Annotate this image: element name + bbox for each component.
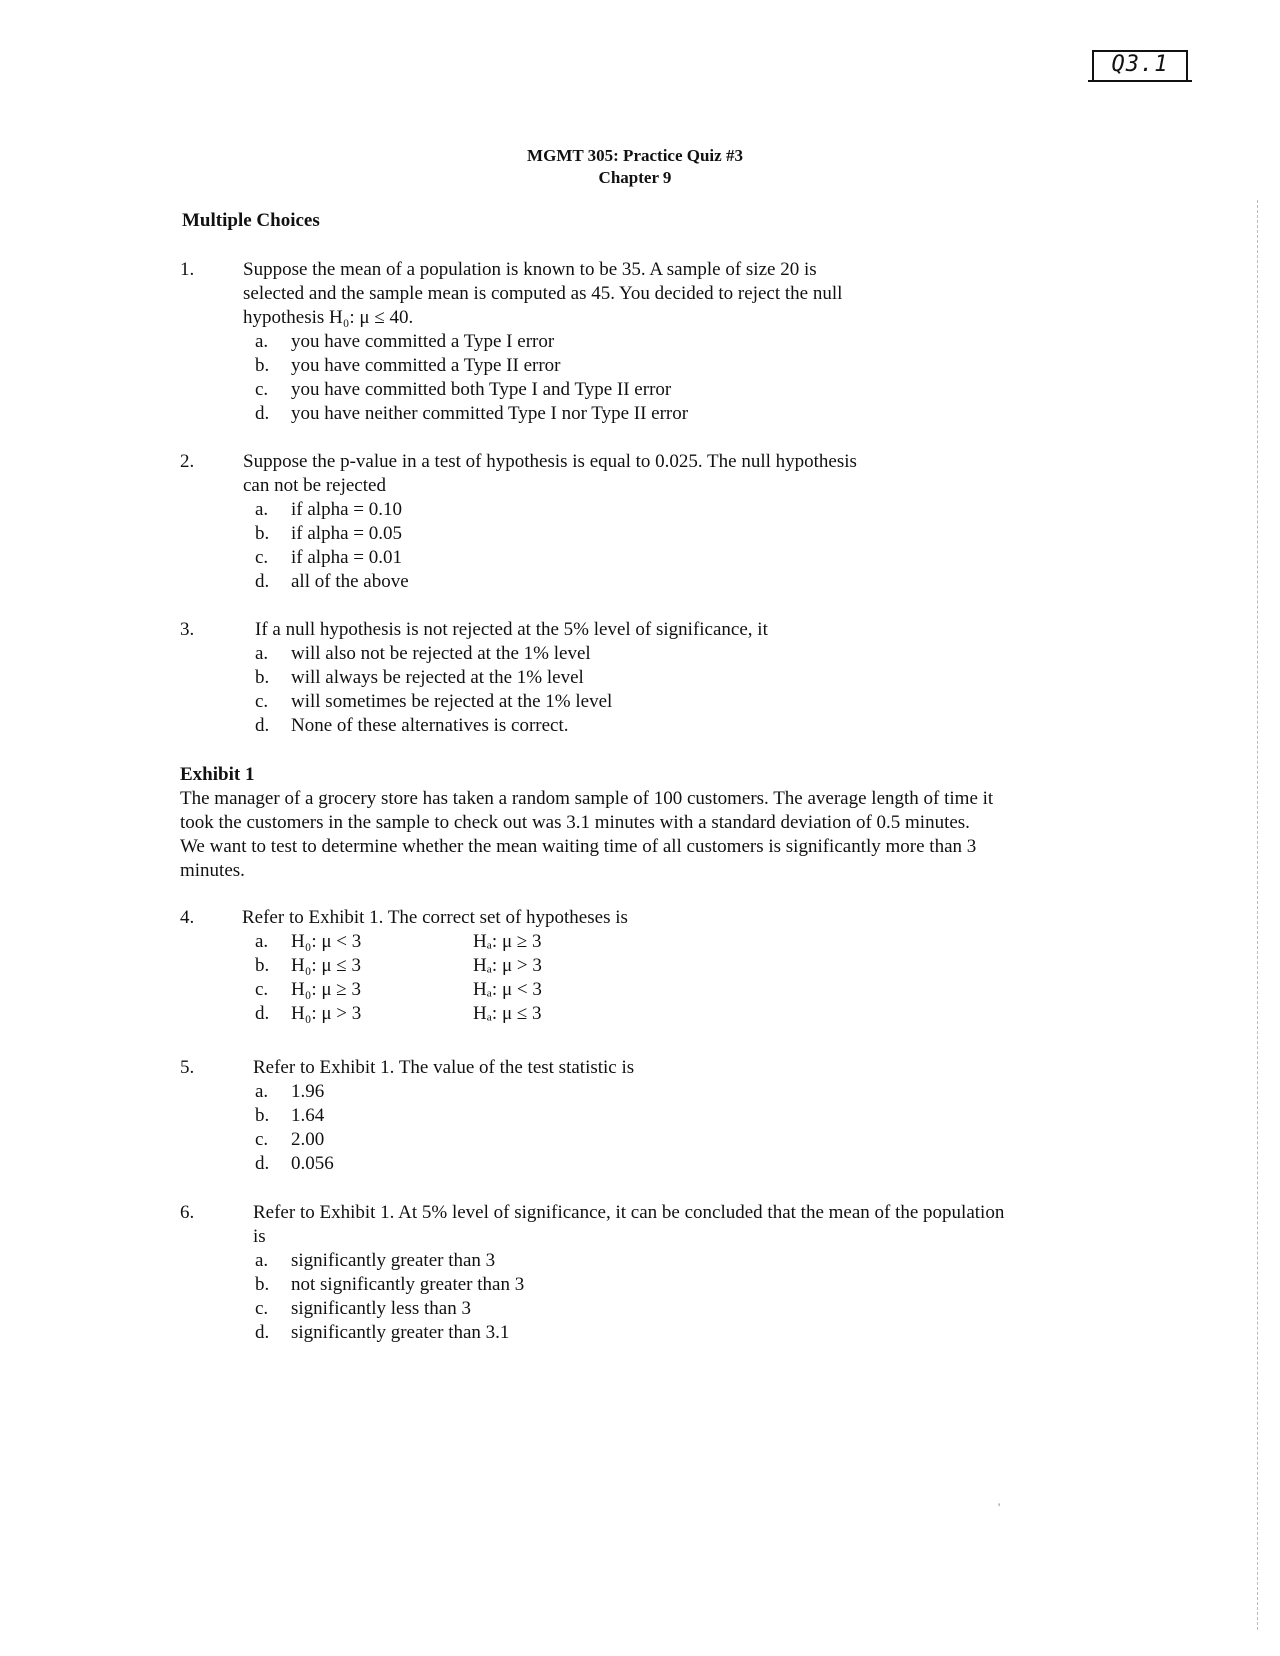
stem-line: Suppose the mean of a population is known to be 35. A sample of size 20 is	[243, 259, 817, 280]
stem-line: selected and the sample mean is computed as 45. You decided to reject the null	[243, 283, 843, 304]
option-text: 1.96	[291, 1081, 325, 1102]
answer-option-b	[255, 1273, 1100, 1297]
option-text: will always be rejected at the 1% level	[291, 667, 584, 688]
answer-option-c	[255, 1297, 1100, 1321]
answer-option-c	[255, 690, 1100, 714]
option-letter: d.	[255, 1153, 270, 1174]
null-hypothesis: H₀: μ < 3	[291, 931, 362, 952]
alternative-hypothesis: Hₐ: μ > 3	[473, 955, 542, 976]
question-stem	[253, 1201, 1100, 1249]
option-letter: d.	[255, 403, 270, 424]
answer-options	[255, 330, 1100, 426]
option-text: None of these alternatives is correct.	[291, 715, 569, 736]
question-stem	[243, 258, 1100, 330]
option-letter: c.	[255, 1129, 269, 1150]
answer-option-c	[255, 978, 1100, 1002]
option-text: you have committed a Type I error	[291, 331, 555, 352]
option-letter: c.	[255, 379, 269, 400]
stem-line: is	[253, 1226, 266, 1247]
stem-line: Refer to Exhibit 1. The value of the test statistic is	[253, 1057, 635, 1078]
stamp-underline	[1088, 80, 1192, 82]
stem-line: Refer to Exhibit 1. At 5% level of significance, it can be concluded that the mean of the population	[253, 1202, 1005, 1223]
scan-edge-line	[1256, 200, 1258, 1630]
question-2	[180, 450, 1100, 594]
option-text: you have committed both Type I and Type II error	[291, 379, 672, 400]
option-text: significantly greater than 3	[291, 1250, 496, 1271]
question-5	[180, 1056, 1100, 1176]
question-number: 3.	[180, 619, 195, 640]
option-letter: a.	[255, 643, 269, 664]
answer-option-a	[255, 1080, 1100, 1104]
answer-option-d	[255, 1321, 1100, 1345]
answer-option-b	[255, 522, 1100, 546]
option-letter: b.	[255, 523, 270, 544]
option-letter: b.	[255, 1274, 270, 1295]
option-text: 0.056	[291, 1153, 334, 1174]
answer-option-d	[255, 1002, 1100, 1026]
option-text: you have neither committed Type I nor Type II error	[291, 403, 689, 424]
stem-line: If a null hypothesis is not rejected at the 5% level of significance, it	[255, 619, 768, 640]
answer-option-d	[255, 570, 1100, 594]
question-stem	[255, 618, 1100, 642]
alternative-hypothesis: Hₐ: μ ≤ 3	[473, 1003, 542, 1024]
option-letter: d.	[255, 1322, 270, 1343]
option-text: significantly less than 3	[291, 1298, 471, 1319]
answer-option-a	[255, 498, 1100, 522]
answer-option-b	[255, 1104, 1100, 1128]
option-letter: c.	[255, 691, 269, 712]
option-letter: a.	[255, 931, 269, 952]
question-number: 5.	[180, 1057, 195, 1078]
option-letter: a.	[255, 1250, 269, 1271]
option-text: you have committed a Type II error	[291, 355, 561, 376]
answer-options	[255, 930, 1100, 1026]
option-letter: c.	[255, 979, 269, 1000]
answer-options	[255, 498, 1100, 594]
exhibit-line: We want to test to determine whether the mean waiting time of all customers is significantly more than 3	[180, 836, 977, 857]
option-text: will sometimes be rejected at the 1% level	[291, 691, 613, 712]
answer-option-a	[255, 1249, 1100, 1273]
option-letter: a.	[255, 331, 269, 352]
option-text: if alpha = 0.05	[291, 523, 402, 544]
question-6	[180, 1201, 1100, 1345]
answer-option-a	[255, 930, 1100, 954]
answer-option-d	[255, 402, 1100, 426]
question-4	[180, 906, 1100, 1026]
chapter-title: Chapter 9	[598, 168, 672, 187]
option-text: not significantly greater than 3	[291, 1274, 525, 1295]
stem-line: Refer to Exhibit 1. The correct set of hypotheses is	[242, 907, 628, 928]
exhibit-line: took the customers in the sample to check out was 3.1 minutes with a standard deviation of 0.5 minutes.	[180, 812, 970, 833]
stem-line: can not be rejected	[243, 475, 386, 496]
page-stamp: Q3.1	[1092, 50, 1188, 82]
exhibit-title: Exhibit 1	[180, 764, 255, 785]
option-text: if alpha = 0.01	[291, 547, 402, 568]
answer-option-c	[255, 378, 1100, 402]
question-stem	[242, 906, 1100, 930]
question-number: 1.	[180, 259, 195, 280]
option-text: will also not be rejected at the 1% level	[291, 643, 591, 664]
stem-line: hypothesis H₀: μ ≤ 40.	[243, 307, 414, 328]
question-number: 2.	[180, 451, 195, 472]
null-hypothesis: H₀: μ > 3	[291, 1003, 362, 1024]
option-letter: b.	[255, 667, 270, 688]
exhibit-1	[180, 763, 1100, 883]
option-letter: c.	[255, 1298, 269, 1319]
option-letter: a.	[255, 499, 269, 520]
answer-option-d	[255, 1152, 1100, 1176]
answer-option-a	[255, 330, 1100, 354]
answer-option-a	[255, 642, 1100, 666]
option-letter: b.	[255, 1105, 270, 1126]
answer-options	[255, 642, 1100, 738]
option-letter: b.	[255, 955, 270, 976]
answer-option-b	[255, 954, 1100, 978]
option-letter: a.	[255, 1081, 269, 1102]
alternative-hypothesis: Hₐ: μ ≥ 3	[473, 931, 542, 952]
option-letter: c.	[255, 547, 269, 568]
answer-option-b	[255, 354, 1100, 378]
answer-option-d	[255, 714, 1100, 738]
option-letter: b.	[255, 355, 270, 376]
null-hypothesis: H₀: μ ≥ 3	[291, 979, 361, 1000]
option-text: 1.64	[291, 1105, 325, 1126]
question-1	[180, 258, 1100, 426]
answer-options	[255, 1080, 1100, 1176]
option-text: 2.00	[291, 1129, 325, 1150]
answer-option-b	[255, 666, 1100, 690]
page-header	[0, 145, 1270, 189]
answer-option-c	[255, 1128, 1100, 1152]
answer-options	[255, 1249, 1100, 1345]
option-text: all of the above	[291, 571, 409, 592]
question-stem	[243, 450, 1100, 498]
course-title: MGMT 305: Practice Quiz #3	[527, 146, 743, 165]
question-number: 4.	[180, 907, 195, 928]
question-stem	[253, 1056, 1100, 1080]
question-3	[180, 618, 1100, 738]
exhibit-line: The manager of a grocery store has taken a random sample of 100 customers. The average length of time it	[180, 788, 994, 809]
option-letter: d.	[255, 715, 270, 736]
exhibit-line: minutes.	[180, 860, 245, 881]
section-title: Multiple Choices	[182, 210, 320, 231]
question-number: 6.	[180, 1202, 195, 1223]
option-text: if alpha = 0.10	[291, 499, 402, 520]
stem-line: Suppose the p-value in a test of hypothesis is equal to 0.025. The null hypothesis	[243, 451, 857, 472]
null-hypothesis: H₀: μ ≤ 3	[291, 955, 361, 976]
answer-option-c	[255, 546, 1100, 570]
option-letter: d.	[255, 571, 270, 592]
scan-speck: '	[998, 1500, 1001, 1514]
alternative-hypothesis: Hₐ: μ < 3	[473, 979, 542, 1000]
option-text: significantly greater than 3.1	[291, 1322, 510, 1343]
option-letter: d.	[255, 1003, 270, 1024]
